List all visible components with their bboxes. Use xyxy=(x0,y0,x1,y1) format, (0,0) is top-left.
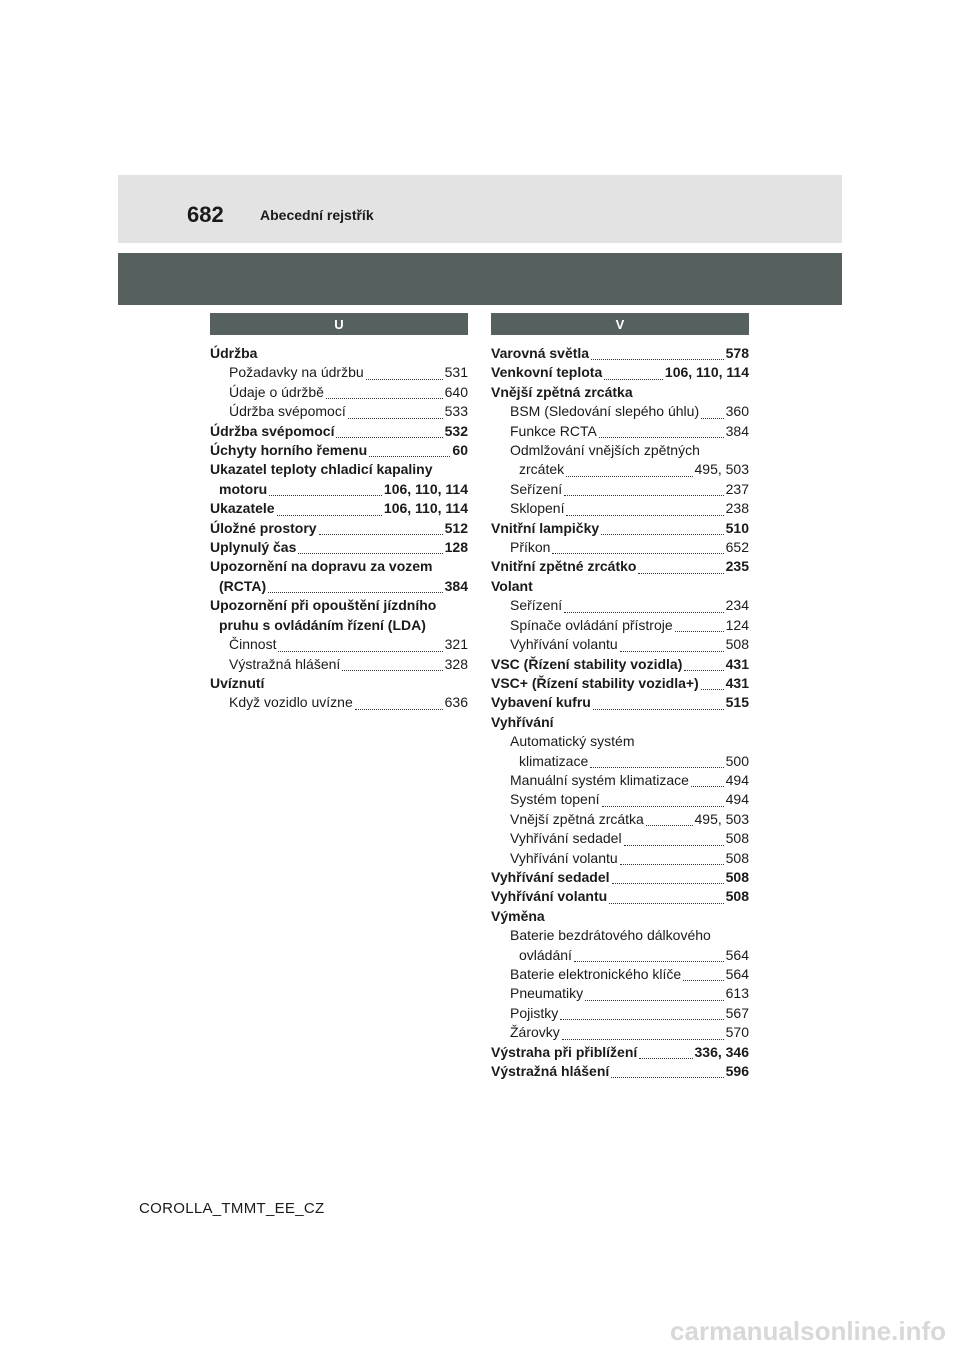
index-entry xyxy=(491,383,749,402)
index-entry xyxy=(491,1062,749,1081)
entry-term: VSC+ (Řízení stability vozidla+) xyxy=(491,674,699,691)
dot-leader xyxy=(298,553,442,554)
index-entry xyxy=(491,810,749,829)
entry-page-ref: 495, 503 xyxy=(694,810,749,827)
header-top-band xyxy=(118,175,842,243)
index-entry xyxy=(491,344,749,363)
entry-term: Vyhřívání sedadel xyxy=(510,830,622,847)
index-entry xyxy=(491,752,749,771)
index-entry xyxy=(491,829,749,848)
entry-page-ref: 431 xyxy=(725,655,749,672)
entry-page-ref: 106, 110, 114 xyxy=(664,364,749,381)
entry-page-ref: 512 xyxy=(444,519,468,536)
index-column-v xyxy=(491,313,749,1081)
entry-term: Spínače ovládání přístroje xyxy=(510,616,673,633)
entry-term: VSC (Řízení stability vozidla) xyxy=(491,655,683,672)
entry-term: Varovná světla xyxy=(491,345,590,361)
entry-page-ref: 613 xyxy=(725,985,749,1002)
entry-term: Manuální systém klimatizace xyxy=(510,771,689,788)
index-entry xyxy=(210,577,468,596)
index-entry xyxy=(491,674,749,693)
dot-leader xyxy=(684,670,723,671)
index-entry xyxy=(491,849,749,868)
dot-leader xyxy=(639,1058,692,1059)
dot-leader xyxy=(691,786,724,787)
dot-leader xyxy=(620,864,724,865)
dot-leader xyxy=(590,767,723,768)
index-entry xyxy=(210,616,468,635)
entry-page-ref: 336, 346 xyxy=(694,1043,749,1060)
entry-term: Systém topení xyxy=(510,791,600,808)
dot-leader xyxy=(591,359,724,360)
entry-term: Požadavky na údržbu xyxy=(229,364,364,381)
dot-leader xyxy=(369,456,450,457)
dot-leader xyxy=(624,845,724,846)
index-entry xyxy=(491,965,749,984)
entry-page-ref: 500 xyxy=(725,752,749,769)
entry-term: Údaje o údržbě xyxy=(229,383,324,400)
entry-term: Pneumatiky xyxy=(510,985,584,1002)
dot-leader xyxy=(566,476,692,477)
entry-term: Pojistky xyxy=(510,1004,559,1021)
entry-page-ref: 384 xyxy=(444,577,468,594)
index-entry xyxy=(491,480,749,499)
index-column-u xyxy=(210,313,468,713)
dot-leader xyxy=(336,437,442,438)
entry-term: Upozornění na dopravu za vozem xyxy=(210,558,433,575)
index-entry xyxy=(491,616,749,635)
entry-page-ref: 384 xyxy=(725,422,749,439)
entry-page-ref: 515 xyxy=(725,694,749,711)
entry-term: Automatický systém xyxy=(510,733,635,750)
entry-term: Údržba xyxy=(210,345,258,361)
entry-term: Ukazatele xyxy=(210,500,275,517)
entry-term: (RCTA) xyxy=(219,577,267,594)
dot-leader xyxy=(585,1000,723,1001)
entry-page-ref: 508 xyxy=(725,636,749,653)
entry-term: Vyhřívání xyxy=(491,713,554,730)
header-dark-bar xyxy=(118,253,842,305)
entry-page-ref: 567 xyxy=(725,1004,749,1021)
index-entry xyxy=(491,596,749,615)
index-entry xyxy=(210,460,468,479)
entry-page-ref: 640 xyxy=(444,383,468,400)
index-entry xyxy=(210,422,468,441)
dot-leader xyxy=(560,1019,723,1020)
dot-leader xyxy=(593,709,724,710)
entry-page-ref: 494 xyxy=(725,771,749,788)
entry-page-ref: 636 xyxy=(444,694,468,711)
index-entry xyxy=(210,596,468,615)
index-entry xyxy=(491,538,749,557)
entry-term: Upozornění při opouštění jízdního xyxy=(210,597,437,614)
entry-page-ref: 328 xyxy=(444,655,468,672)
entry-term: Sklopení xyxy=(510,500,565,517)
index-entry xyxy=(491,655,749,674)
index-entry xyxy=(491,557,749,576)
dot-leader xyxy=(638,573,723,574)
page-number: 682 xyxy=(187,202,224,227)
index-entry xyxy=(210,557,468,576)
entry-term: Výměna xyxy=(491,907,545,924)
entry-term: Baterie bezdrátového dálkového xyxy=(510,927,711,944)
dot-leader xyxy=(342,670,442,671)
dot-leader xyxy=(604,379,663,380)
entry-term: Vyhřívání volantu xyxy=(510,636,618,653)
entry-term: Volant xyxy=(491,577,533,594)
document-code: COROLLA_TMMT_EE_CZ xyxy=(139,1200,325,1217)
dot-leader xyxy=(620,651,724,652)
index-entry xyxy=(491,635,749,654)
entry-term: zrcátek xyxy=(519,461,565,478)
dot-leader xyxy=(609,903,723,904)
dot-leader xyxy=(701,418,724,419)
entry-page-ref: 128 xyxy=(444,539,468,556)
entry-term: Vnitřní lampičky xyxy=(491,519,600,536)
index-entry xyxy=(491,693,749,712)
entry-page-ref: 532 xyxy=(444,422,468,439)
dot-leader xyxy=(602,806,724,807)
dot-leader xyxy=(611,1077,723,1078)
entry-term: motoru xyxy=(219,480,268,497)
entry-term: Venkovní teplota xyxy=(491,364,603,381)
entry-term: pruhu s ovládáním řízení (LDA) xyxy=(219,616,426,633)
index-entry xyxy=(491,441,749,460)
entry-term: Výstražná hlášení xyxy=(491,1063,610,1080)
index-entry xyxy=(491,1023,749,1042)
dot-leader xyxy=(562,1039,724,1040)
dot-leader xyxy=(601,534,723,535)
dot-leader xyxy=(566,515,723,516)
section-title: Abecední rejstřík xyxy=(260,207,374,223)
index-entry xyxy=(491,363,749,382)
entry-term: Funkce RCTA xyxy=(510,422,597,439)
entry-page-ref: 60 xyxy=(452,442,468,459)
index-entry xyxy=(491,1004,749,1023)
entry-term: Úchyty horního řemenu xyxy=(210,442,368,459)
entry-term: Uvíznutí xyxy=(210,674,265,691)
dot-leader xyxy=(348,418,443,419)
index-entry xyxy=(491,907,749,926)
dot-leader xyxy=(268,592,442,593)
entry-page-ref: 321 xyxy=(444,636,468,653)
entry-page-ref: 235 xyxy=(725,558,749,575)
entry-page-ref: 596 xyxy=(725,1063,749,1080)
entry-page-ref: 494 xyxy=(725,791,749,808)
letter-heading-v: V xyxy=(491,313,749,335)
index-entry xyxy=(491,771,749,790)
entry-page-ref: 508 xyxy=(725,888,749,905)
dot-leader xyxy=(326,398,443,399)
entry-term: Ukazatel teploty chladicí kapaliny xyxy=(210,461,433,478)
entry-page-ref: 652 xyxy=(725,539,749,556)
entry-page-ref: 360 xyxy=(725,403,749,420)
entry-term: Výstražná hlášení xyxy=(229,655,341,672)
entry-page-ref: 124 xyxy=(725,616,749,633)
entry-page-ref: 508 xyxy=(725,830,749,847)
entry-term: Vnitřní zpětné zrcátko xyxy=(491,558,637,575)
dot-leader xyxy=(646,825,693,826)
index-entry xyxy=(210,499,468,518)
index-entry xyxy=(210,635,468,654)
entry-term: Činnost xyxy=(229,636,277,653)
entry-page-ref: 510 xyxy=(725,519,749,536)
entry-page-ref: 578 xyxy=(725,345,749,361)
index-entry xyxy=(491,402,749,421)
entry-term: Příkon xyxy=(510,539,551,556)
index-entry xyxy=(491,926,749,945)
entry-term: Výstraha při přiblížení xyxy=(491,1043,638,1060)
index-entry xyxy=(491,946,749,965)
index-entry xyxy=(210,674,468,693)
index-entry xyxy=(491,577,749,596)
dot-leader xyxy=(552,553,723,554)
entry-term: BSM (Sledování slepého úhlu) xyxy=(510,403,700,420)
entry-term: Odmlžování vnějších zpětných xyxy=(510,442,700,459)
entry-page-ref: 106, 110, 114 xyxy=(383,500,468,517)
entry-page-ref: 234 xyxy=(725,597,749,614)
entry-term: Vyhřívání sedadel xyxy=(491,868,610,885)
entry-term: Vnější zpětná zrcátka xyxy=(510,810,644,827)
entry-term: Vyhřívání volantu xyxy=(491,888,608,905)
index-entry xyxy=(210,519,468,538)
index-entry xyxy=(491,732,749,751)
dot-leader xyxy=(277,515,382,516)
index-entry xyxy=(491,499,749,518)
index-entry xyxy=(210,693,468,712)
entry-page-ref: 237 xyxy=(725,480,749,497)
index-entry xyxy=(210,480,468,499)
entry-page-ref: 495, 503 xyxy=(694,461,749,478)
entry-term: Žárovky xyxy=(510,1024,560,1041)
index-entry xyxy=(210,538,468,557)
entry-term: Vnější zpětná zrcátka xyxy=(491,383,633,400)
dot-leader xyxy=(564,495,724,496)
dot-leader xyxy=(683,980,723,981)
dot-leader xyxy=(612,883,724,884)
dot-leader xyxy=(574,961,724,962)
dot-leader xyxy=(278,651,442,652)
entry-term: Seřízení xyxy=(510,480,563,497)
dot-leader xyxy=(355,709,443,710)
entry-page-ref: 508 xyxy=(725,849,749,866)
dot-leader xyxy=(269,495,382,496)
index-entry xyxy=(491,422,749,441)
dot-leader xyxy=(564,612,724,613)
entry-page-ref: 531 xyxy=(444,364,468,381)
index-entry xyxy=(210,402,468,421)
entry-page-ref: 508 xyxy=(725,868,749,885)
index-entry xyxy=(491,519,749,538)
index-entry xyxy=(491,460,749,479)
index-entry xyxy=(491,713,749,732)
entry-term: Seřízení xyxy=(510,597,563,614)
entry-page-ref: 564 xyxy=(725,966,749,982)
index-entry xyxy=(210,363,468,382)
entry-term: klimatizace xyxy=(519,752,589,769)
dot-leader xyxy=(366,379,443,380)
entry-term: Vyhřívání volantu xyxy=(510,849,618,866)
entry-page-ref: 238 xyxy=(725,500,749,517)
index-entry xyxy=(491,790,749,809)
index-entries xyxy=(210,344,468,713)
entry-term: Baterie elektronického klíče xyxy=(510,966,682,982)
dot-leader xyxy=(319,534,443,535)
index-entries xyxy=(491,344,749,1081)
index-entry xyxy=(491,984,749,1003)
index-entry xyxy=(210,383,468,402)
entry-term: ovládání xyxy=(519,946,572,963)
entry-term: Vybavení kufru xyxy=(491,694,591,711)
index-entry xyxy=(491,868,749,887)
index-entry xyxy=(491,887,749,906)
entry-page-ref: 570 xyxy=(725,1024,749,1041)
index-entry xyxy=(210,655,468,674)
entry-term: Údržba svépomocí xyxy=(210,422,335,439)
entry-page-ref: 106, 110, 114 xyxy=(383,480,468,497)
dot-leader xyxy=(701,689,724,690)
index-entry xyxy=(491,1043,749,1062)
dot-leader xyxy=(599,437,724,438)
watermark: carmanualsonline.info xyxy=(670,1316,946,1346)
entry-page-ref: 564 xyxy=(725,946,749,963)
letter-heading-u: U xyxy=(210,313,468,335)
entry-term: Uplynulý čas xyxy=(210,539,297,556)
entry-page-ref: 533 xyxy=(444,403,468,420)
index-entry xyxy=(210,344,468,363)
index-entry xyxy=(210,441,468,460)
entry-term: Když vozidlo uvízne xyxy=(229,694,353,711)
entry-page-ref: 431 xyxy=(725,674,749,691)
entry-term: Údržba svépomocí xyxy=(229,403,346,420)
entry-term: Úložné prostory xyxy=(210,519,317,536)
dot-leader xyxy=(675,631,724,632)
